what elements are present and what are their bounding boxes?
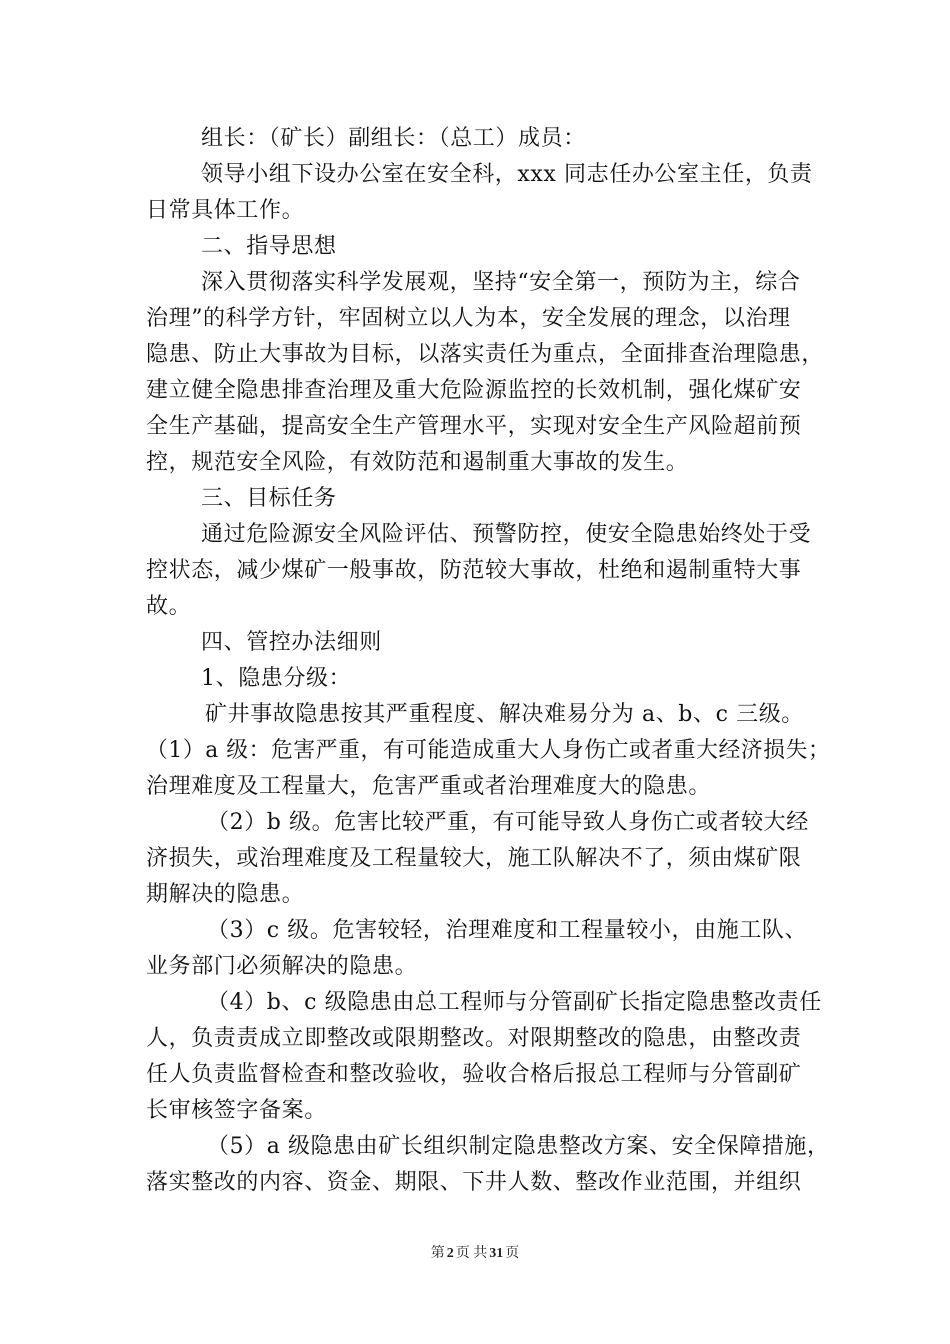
text-line-26: 人，负责责成立即整改或限期整改。对限期整改的隐患，由整改责 <box>146 1026 802 1051</box>
text-line-19: 治理难度及工程量大，危害严重或者治理难度大的隐患。 <box>146 774 712 799</box>
text-line-21: 济损失，或治理难度及工程量较大，施工队解决不了，须由煤矿限 <box>146 846 802 871</box>
text-line-30: 落实整改的内容、资金、期限、下井人数、整改作业范围，并组织 <box>146 1170 802 1195</box>
footer-page-number: 2 <box>446 1246 454 1261</box>
subsection-heading-1: 1、隐患分级： <box>201 666 352 691</box>
text-line-27: 任人负责监督检查和整改验收，验收合格后报总工程师与分管副矿 <box>146 1062 802 1087</box>
section-heading-3: 三、目标任务 <box>201 486 337 511</box>
text-line-23: （3）c 级。危害较轻，治理难度和工程量较小，由施工队、 <box>207 918 808 943</box>
text-line-13: 控状态，减少煤矿一般事故，防范较大事故，杜绝和遏制重特大事 <box>146 558 802 583</box>
footer-middle: 页 共 <box>455 1246 488 1261</box>
text-line-5: 深入贯彻落实科学发展观，坚持“安全第一，预防为主，综合 <box>201 270 801 295</box>
section-heading-2: 二、指导思想 <box>201 234 337 259</box>
text-line-7: 隐患、防止大事故为目标，以落实责任为重点，全面排查治理隐患， <box>146 342 825 367</box>
text-line-14: 故。 <box>146 594 192 619</box>
text-line-10: 控，规范安全风险，有效防范和遏制重大事故的发生。 <box>146 450 689 475</box>
text-line-17: 矿井事故隐患按其严重程度、解决难易分为 a、b、c 三级。 <box>205 702 804 727</box>
text-line-8: 建立健全隐患排查治理及重大危险源监控的长效机制，强化煤矿安 <box>146 378 802 403</box>
text-line-6: 治理”的科学方针，牢固树立以人为本，安全发展的理念，以治理 <box>146 306 791 331</box>
footer-prefix: 第 <box>430 1246 445 1261</box>
section-heading-4: 四、管控办法细则 <box>201 630 382 655</box>
text-line-22: 期解决的隐患。 <box>146 882 305 907</box>
footer-suffix: 页 <box>505 1246 520 1261</box>
text-line-18: （1）a 级：危害严重，有可能造成重大人身伤亡或者重大经济损失； <box>146 738 831 763</box>
page-footer <box>0 1245 950 1263</box>
text-line-3: 日常具体工作。 <box>146 198 305 223</box>
text-line-24: 业务部门必须解决的隐患。 <box>146 954 418 979</box>
text-line-1: 组长：（矿长）副组长：（总工）成员： <box>201 126 586 151</box>
text-line-12: 通过危险源安全风险评估、预警防控，使安全隐患始终处于受 <box>201 522 812 547</box>
text-line-28: 长审核签字备案。 <box>146 1098 327 1123</box>
text-line-29: （5）a 级隐患由矿长组织制定隐患整改方案、安全保障措施， <box>207 1134 830 1159</box>
text-line-20: （2）b 级。危害比较严重，有可能导致人身伤亡或者较大经 <box>207 810 809 835</box>
text-line-9: 全生产基础，提高安全生产管理水平，实现对安全生产风险超前预 <box>146 414 802 439</box>
text-line-25: （4）b、c 级隐患由总工程师与分管副矿长指定隐患整改责任 <box>207 990 822 1015</box>
footer-total-pages: 31 <box>489 1246 504 1261</box>
text-line-2: 领导小组下设办公室在安全科，xxx 同志任办公室主任，负责 <box>201 162 813 187</box>
